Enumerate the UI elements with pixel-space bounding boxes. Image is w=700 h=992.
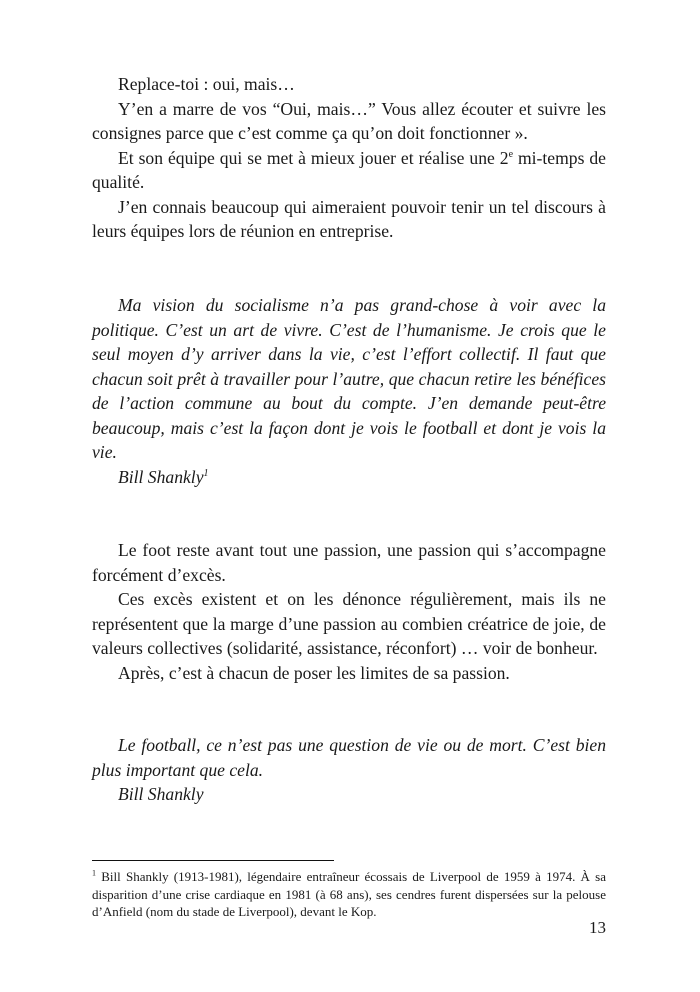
section-passion bbox=[92, 538, 606, 685]
author-name: Bill Shankly bbox=[118, 466, 204, 487]
footnote-text: Bill Shankly (1913-1981), légendaire entraîneur écossais de Liverpool de 1959 à 1974. À sa disparition d’une crise cardiaque en 1981 (à 68 ans), ses cendres furent dispersées sur la pelouse d’Anfield (nom du stade de Liverpool), devant le Kop. bbox=[92, 869, 606, 919]
paragraph-text: Et son équipe qui se met à mieux jouer et réalise une 2 bbox=[118, 147, 509, 168]
paragraph: Le foot reste avant tout une passion, une passion qui s’accompagne forcément d’excès. bbox=[92, 540, 606, 585]
section-dialogue bbox=[92, 72, 606, 244]
quote-author: Bill Shankly bbox=[118, 784, 204, 804]
paragraph: J’en connais beaucoup qui aimeraient pouvoir tenir un tel discours à leurs équipes lors de réunion en entreprise. bbox=[92, 196, 606, 241]
quote-text: Le football, ce n’est pas une question de vie ou de mort. C’est bien plus important que cela. bbox=[92, 735, 606, 780]
paragraph: Replace-toi : oui, mais… bbox=[118, 74, 295, 94]
footnote bbox=[92, 868, 606, 921]
page-number: 13 bbox=[589, 918, 606, 937]
quote-text: Ma vision du socialisme n’a pas grand-chose à voir avec la politique. C’est un art de vivre. C’est de l’humanisme. Je crois que le seul moyen d’y arriver dans la vie, c’est l’effort collectif. Il faut que chacun soit prêt à travailler pour l’autre, que chacun retire les bénéfices de l’action commune au bout du compte. J’en demande peut-être beaucoup, mais c’est la façon dont je vois le football et dont je vois la vie. bbox=[92, 295, 606, 462]
quote-block-2 bbox=[92, 733, 606, 807]
paragraph-text: mi-temps de qualité. bbox=[92, 147, 606, 192]
paragraph: Ces excès existent et on les dénonce régulièrement, mais ils ne représentent que la marge d’une passion au combien créatrice de joie, de valeurs collectives (solidarité, assistance, réconfort) … voir de bonheur. bbox=[92, 589, 606, 658]
paragraph: Y’en a marre de vos “Oui, mais…” Vous allez écouter et suivre les consignes parce que c’est comme ça qu’on doit fonctionner ». bbox=[92, 98, 606, 143]
footnote-ref: 1 bbox=[203, 467, 209, 479]
paragraph bbox=[92, 146, 606, 195]
paragraph: Après, c’est à chacun de poser les limites de sa passion. bbox=[118, 662, 510, 683]
footnote-divider bbox=[92, 860, 334, 861]
superscript: e bbox=[508, 148, 514, 160]
quote-block bbox=[92, 293, 606, 489]
footnote-marker: 1 bbox=[92, 868, 96, 878]
quote-author bbox=[92, 465, 606, 490]
